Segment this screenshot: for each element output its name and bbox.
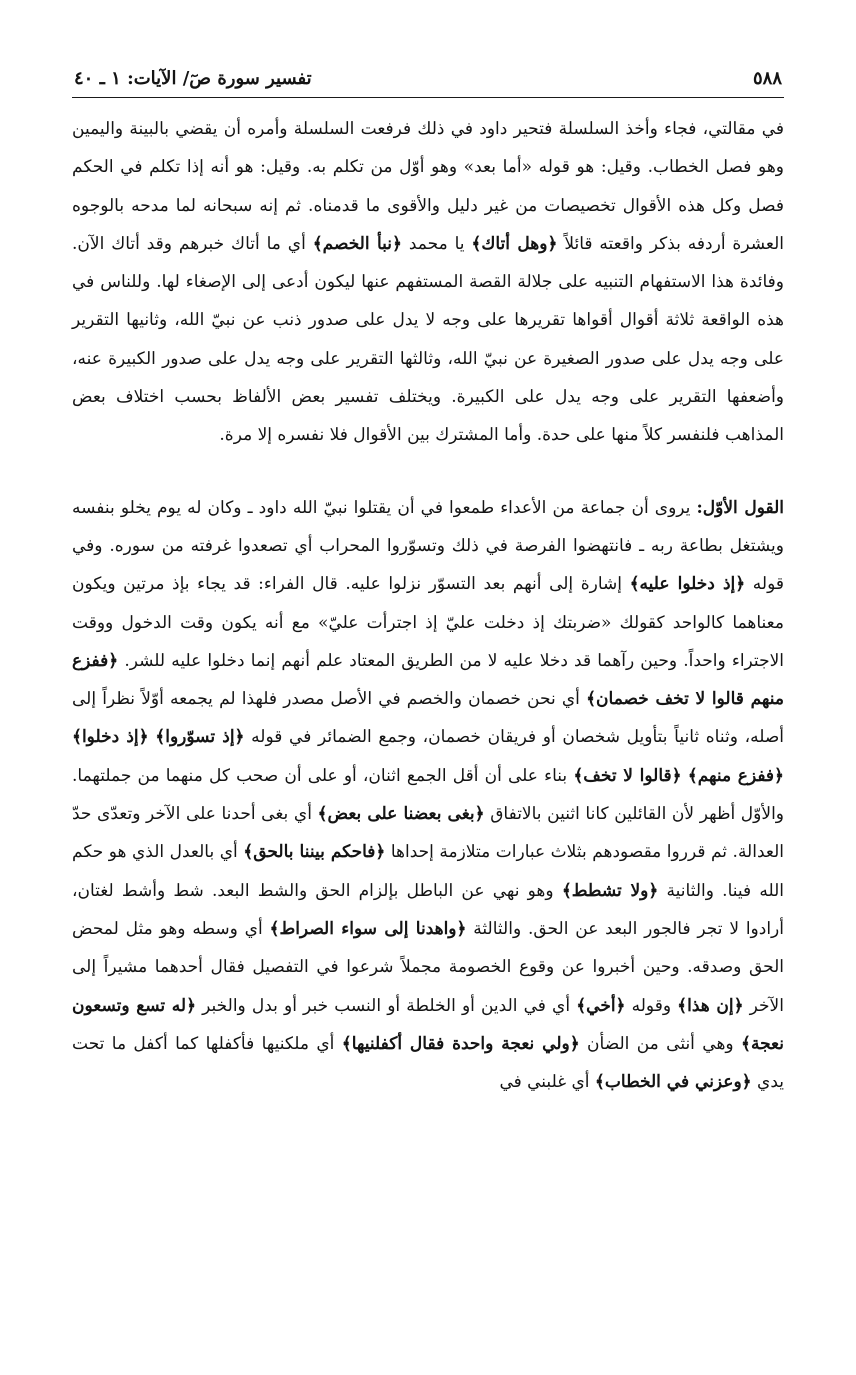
text-run: بناء على أن أقل الجمع اثنان، أو على أن صحب كل منهما من جملتهما. والأوّل أظهر لأن القائلين كانا اثنين بالاتفاق <box>72 765 784 825</box>
book-page <box>72 68 784 1101</box>
quran-quote: ﴿نبأ الخصم﴾ <box>312 233 402 254</box>
text-run: أي بالعدل الذي هو حكم الله فينا. والثانية <box>72 842 784 901</box>
text-run: أي بغى أحدنا على الآخر وتعدّى حدّ العدالة. ثم قرروا مقصودهم بثلاث عبارات متلازمة إحداها <box>72 804 784 863</box>
paragraph-gap <box>72 455 784 489</box>
quran-quote: ﴿أخي﴾ <box>576 995 626 1016</box>
text-run: في مقالتي، فجاء وأخذ السلسلة فتحير داود في ذلك فرفعت السلسلة وأمره أن يقضي بالبينة واليمين وهو فصل الخطاب. وقيل: هو قوله «أما بعد» وهو أوّل من تكلم به. وقيل: هو أنه إذا تكلم في الحكم فصل وكل هذه الأقوال تخصيصات من غير دليل والأقوى ما قدمناه. ثم إنه سبحانه لما مدحه بالوجوه العشرة أردفه بذكر واقعته قائلاً <box>72 119 784 254</box>
text-run: وهي أنثى من الضأن <box>579 1033 741 1054</box>
paragraph-first-opinion <box>72 489 784 1102</box>
quran-quote: ﴿وهل أتاك﴾ <box>471 233 558 254</box>
text-run: أي في الدين أو الخلطة أو النسب خبر أو بدل والخبر <box>196 995 577 1016</box>
quran-quote: القول الأوّل: <box>696 497 784 518</box>
text-run: أي نحن خصمان والخصم في الأصل مصدر فلهذا لم يجمعه أوّلاً نظراً إلى أصله، وثناه ثانياً بتأويل شخصان أو فريقان خصمان، وجمع الضمائر في قوله <box>72 689 784 748</box>
running-title: تفسير سورة صٓ/ الآيات: ١ ـ ٤٠ <box>74 68 312 89</box>
quran-quote: ﴿إن هذا﴾ <box>677 995 744 1016</box>
quran-quote: ﴿ولا تشطط﴾ <box>561 880 659 901</box>
text-run: يروى أن جماعة من الأعداء طمعوا في أن يقتلوا نبيّ الله داود ـ وكان له يوم يخلو بنفسه ويشتغل بطاعة ربه ـ فانتهضوا الفرصة في ذلك وتسوّروا المحراب أي تصعدوا غرفته من سوره. وفي قوله <box>72 497 784 595</box>
text-run: يا محمد <box>402 233 472 254</box>
quran-quote: ﴿فاحكم بيننا بالحق﴾ <box>243 842 386 863</box>
quran-quote: ﴿قالوا لا تخف﴾ <box>573 765 682 786</box>
quran-quote: ﴿ففزع منهم﴾ <box>687 765 785 786</box>
page-header <box>72 68 784 98</box>
paragraph-intro <box>72 110 784 455</box>
text-run: وقوله <box>625 995 678 1016</box>
text-run: أي ما أتاك خبرهم وقد أتاك الآن. وفائدة هذا الاستفهام التنبيه على جلالة القصة المستفهم عنها ليكون أدعى إلى الإصغاء لها. وللناس في هذه الواقعة ثلاثة أقوال أقواها تقريرها على وجه لا يدل على صدور ذنب عن نبيّ الله، وثانيها التقرير على وجه يدل على صدور الصغيرة عن نبيّ الله، وثالثها التقرير على وجه يدل على صدور الكبيرة عنه، وأضعفها التقرير على وجه يدل على الكبيرة. ويختلف تفسير بعض الألفاظ بحسب اختلاف بعض المذاهب فلنفسر كلاً منها على حدة. وأما المشترك بين الأقوال فلا نفسره إلا مرة. <box>72 233 784 446</box>
text-run: إشارة إلى أنهم بعد التسوّر نزلوا عليه. قال الفراء: قد يجاء بإذ مرتين ويكون معناهما كالواحد كقولك «ضربتك إذ دخلت عليّ إذ اجترأت عليّ» مع أنه يكون وقت الدخول ووقت الاجتراء واحداً. وحين رآهما قد دخلا عليه لا من الطريق المعتاد علم أنهم إنما دخلوا عليه للشر. <box>72 574 784 671</box>
quran-quote: ﴿ففزع منهم قالوا لا تخف خصمان﴾ <box>72 650 784 710</box>
quran-quote: ﴿إذ دخلوا عليه﴾ <box>629 574 746 595</box>
page-number: ٥٨٨ <box>752 68 782 89</box>
quran-quote: ﴿له تسع وتسعون نعجة﴾ <box>72 995 784 1054</box>
quran-quote: ﴿إذ دخلوا﴾ <box>72 727 149 748</box>
page-body <box>72 98 784 1101</box>
quran-quote: ﴿ولي نعجة واحدة فقال أكفلنيها﴾ <box>341 1033 580 1054</box>
text-run: أي غلبني في <box>499 1072 595 1093</box>
text-run: وهو نهي عن الباطل بإلزام الحق والشط البعد. شط وأشط لغتان، أرادوا لا تجر فالجور البعد عن الحق. والثالثة <box>72 880 784 939</box>
text-run: أي وسطه وهو مثل لمحض الحق وصدقه. وحين أخبروا عن وقوع الخصومة مجملاً شرعوا في التفصيل فقال أحدهما مشيراً إلى الآخر <box>72 918 784 1016</box>
quran-quote: ﴿وعزني في الخطاب﴾ <box>594 1072 752 1093</box>
quran-quote: ﴿بغى بعضنا على بعض﴾ <box>317 804 485 825</box>
quran-quote: ﴿إذ تسوّروا﴾ <box>155 727 245 748</box>
text-run: أي ملكنيها فأكفلها كما أكفل ما تحت يدي <box>72 1033 784 1093</box>
quran-quote: ﴿واهدنا إلى سواء الصراط﴾ <box>269 918 467 939</box>
